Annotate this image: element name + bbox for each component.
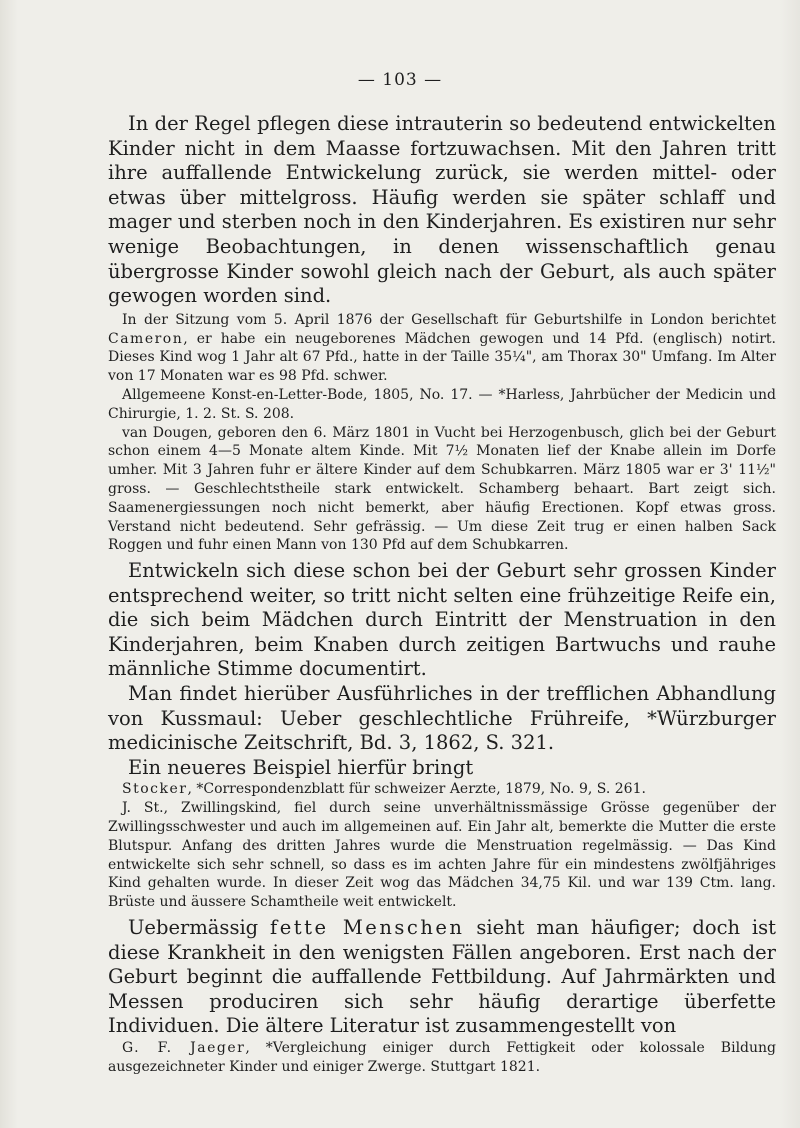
note-jaeger [108, 1039, 776, 1077]
note-jaeger-post: , *Vergleichung einiger durch Fettigkeit oder kolossale Bildung ausgezeichneter Kinder und einiger Zwerge. Stuttgart 1821. [108, 1040, 776, 1075]
paragraph-kussmaul: Man findet hierüber Ausführliches in der trefflichen Abhandlung von Kussmaul: Ueber geschlechtliche Frühreife, *Würzburger medicinische Zeitschrift, Bd. 3, 1862, S. 321. [108, 682, 776, 755]
note-cameron-pre: In der Sitzung vom 5. April 1876 der Gesellschaft für Geburtshilfe in London berichtet [122, 311, 776, 328]
obesity-pre: Uebermässig [128, 916, 271, 940]
name-cameron: Cameron [108, 330, 184, 347]
name-stocker: Stocker [122, 781, 188, 798]
note-twin-case: J. St., Zwillingskind, fiel durch seine unverhältnissmässige Grösse gegenüber der Zwillingsschwester und auch im allgemeinen auf. Ein Jahr alt, bemerkte die Mutter die erste Blutspur. Anfang des dritten Jahres wurde die Menstruation regelmässig. — Das Kind entwickelte sich sehr schnell, so dass es im achten Jahre für ein mindestens zwölfjähriges Kind gehalten wurde. In dieser Zeit wog das Mädchen 34,75 Kil. und war 139 Ctm. lang. Brüste und äussere Schamtheile weit entwickelt. [108, 800, 776, 911]
name-jaeger: G. F. Jaeger [122, 1040, 246, 1056]
paragraph-development: Entwickeln sich diese schon bei der Geburt sehr grossen Kinder entsprechend weiter, so tritt nicht selten eine frühzeitige Reife ein, die sich beim Mädchen durch Eintritt der Menstruation in den Kinderjahren, beim Knaben durch zeitigen Bartwuchs und rauhe männliche Stimme documentirt. [108, 559, 776, 681]
paragraph-intro: In der Regel pflegen diese intrauterin so bedeutend entwickelten Kinder nicht in dem Maasse fortzuwachsen. Mit den Jahren tritt ihre auffallende Entwickelung zurück, sie werden mittel- oder etwas über mittelgross. Häufig werden sie später schlaff und mager und sterben noch in den Kinderjahren. Es existiren nur sehr wenige Beobachtungen, in denen wissenschaftlich genau übergrosse Kinder sowohl gleich nach der Geburt, als auch später gewogen worden sind. [108, 112, 776, 308]
note-stocker [108, 780, 776, 799]
page-number: — 103 — [357, 70, 443, 90]
paragraph-example: Ein neueres Beispiel hierfür bringt [128, 755, 474, 779]
note-source-konst: Allgemeene Konst-en-Letter-Bode, 1805, No. 17. — *Harless, Jahrbücher der Medicin und Chirurgie, 1. 2. St. S. 208. [108, 386, 776, 422]
paragraph-obesity [108, 916, 776, 1039]
note-cameron-post: , er habe ein neugeborenes Mädchen gewogen und 14 Pfd. (englisch) notirt. Dieses Kind wog 1 Jahr alt 67 Pfd., hatte in der Taille 35¼", am Thorax 30" Umfang. Im Alter von 17 Monaten war es 98 Pfd. schwer. [108, 330, 776, 385]
obesity-post: sieht man häufiger; doch ist diese Krankheit in den wenigsten Fällen angeboren. Erst nach der Geburt beginnt die auffallende Fettbildung. Auf Jahrmärkten und Messen produciren sich sehr häufig derartige überfette Individuen. Die ältere Literatur ist zusammengestellt von [108, 916, 776, 1038]
note-stocker-post: , *Correspondenzblatt für schweizer Aerzte, 1879, No. 9, S. 261. [187, 781, 646, 798]
note-cameron [108, 311, 776, 386]
obesity-emphasis: fette Menschen [270, 916, 465, 940]
note-van-dougen: van Dougen, geboren den 6. März 1801 in Vucht bei Herzogenbusch, glich bei der Geburt schon einem 4—5 Monate altem Kinde. Mit 7½ Monaten lief der Knabe allein im Dorfe umher. Mit 3 Jahren fuhr er ältere Kinder auf dem Schubkarren. März 1805 war er 3' 11½" gross. — Geschlechtstheile stark entwickelt. Schamberg behaart. Bart zeigt sich. Saamenergiessungen noch nicht bemerkt, aber häufig Erectionen. Kopf etwas gross. Verstand nicht bedeutend. Sehr gefrässig. — Um diese Zeit trug er einen halben Sack Roggen und fuhr einen Mann von 130 Pfd auf dem Schubkarren. [108, 424, 776, 554]
page-body [108, 112, 776, 1077]
